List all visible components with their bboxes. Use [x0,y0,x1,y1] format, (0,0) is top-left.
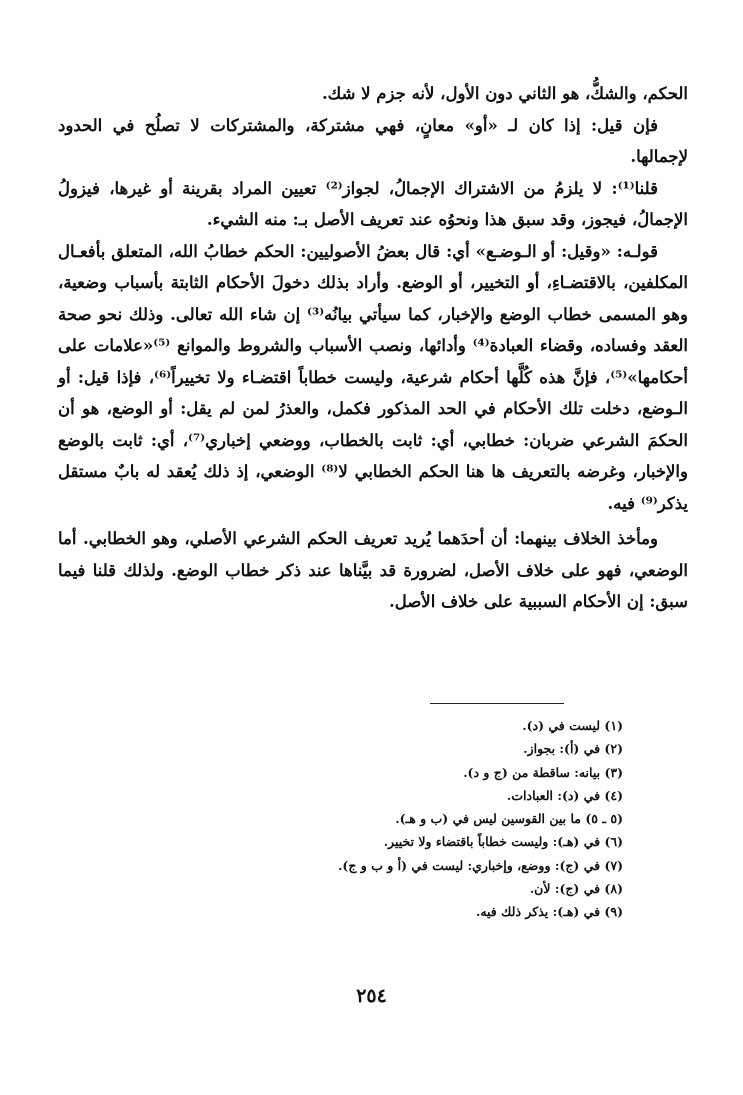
footnote-5: (٥ ـ ٥) ما بين القوسين ليس في (ب و هـ). [395,811,623,827]
footnote-divider [430,703,564,704]
footnotes-list [160,714,623,924]
paragraph-1: الحكم، والشكُّ، هو الثاني دون الأول، لأنه جزم لا شك. [321,84,688,103]
page-number: ٢٥٤ [356,985,387,1007]
footnote-8: (٨) في (ج): لأن. [529,881,623,897]
footnote-3: (٣) بيانه: ساقطة من (ج و د). [463,764,623,780]
paragraph-4: قولـه: «وقيل: أو الـوضـع» أي: قال بعضُ الأصوليين: الحكم خطابُ الله، المتعلق بأفعـال المكلفين، بالاقتضـاءِ، أو التخيير، أو الوضع. وأراد بذلك دخولَ الأحكام الثابتة بأسباب وضعية، وهو المسمى خطاب الوضع والإخبار، كما سيأتي بيانُه⁽³⁾ إن شاء الله تعالى. وذلك نحو صحة العقد وفساده، وقضاء العبادة⁽⁴⁾ وأدائها، ونصب الأسباب والشروط والموانع ⁽⁵⁾«علامات على أحكامها»⁽⁵⁾، فإنَّ هذه كُلَّها أحكام شرعية، وليست خطاباً اقتضـاء ولا تخييراً⁽⁶⁾، فإذا قيل: أو الـوضع، دخلت تلك الأحكام في الحد المذكور فكمل، والعذرُ لمن لم يقل: أو الوضع، هو أن الحكمَ الشرعي ضربان: خطابي، أي: ثابت بالخطاب، ووضعي إخباري⁽⁷⁾، أي: ثابت بالوضع والإخبار، وغرضه بالتعريف ها هنا الحكم الخطابي لا⁽⁸⁾ الوضعي، إذ ذلك يُعقد له بابٌ مستقل يذكر⁽⁹⁾ فيه. [58,241,689,513]
paragraph-5: ومأخذ الخلاف بينهما: أن أحدَهما يُريد تعريف الحكم الشرعي الأصلي، وهو الخطابي. أما الوضعي، فهو على خلاف الأصل، لضرورة قد بيَّناها عند ذكر خطاب الوضع. ولذلك قلنا فيما سبق: إن الأحكام السببية على خلاف الأصل. [58,529,688,611]
footnote-6: (٦) في (هـ): وليست خطاباً باقتضاء ولا تخيير. [383,834,623,850]
paragraph-3: قلنا⁽¹⁾: لا يلزمُ من الاشتراك الإجمالُ، لجواز⁽²⁾ تعيين المراد بقرينة أو غيرها، فيزولُ الإجمالُ، فيجوز، وقد سبق هذا ونحوُه عند تعريف الأصل بـ: منه الشيء. [58,178,688,229]
footnote-9: (٩) في (هـ): يذكر ذلك فيه. [475,904,623,920]
paragraph-2: فإن قيل: إذا كان لـ «أو» معانٍ، فهي مشتركة، والمشتركات لا تصلُح في الحدود لإجمالها. [58,115,688,166]
main-text [58,78,688,618]
footnote-7: (٧) في (ج): ووضع، وإخباري: ليست في (أ و ب و ج). [338,857,623,873]
footnote-2: (٢) في (أ): بجواز. [523,741,623,757]
footnote-1: (١) ليست في (د). [522,718,623,733]
footnote-4: (٤) في (د): العبادات. [506,787,623,803]
